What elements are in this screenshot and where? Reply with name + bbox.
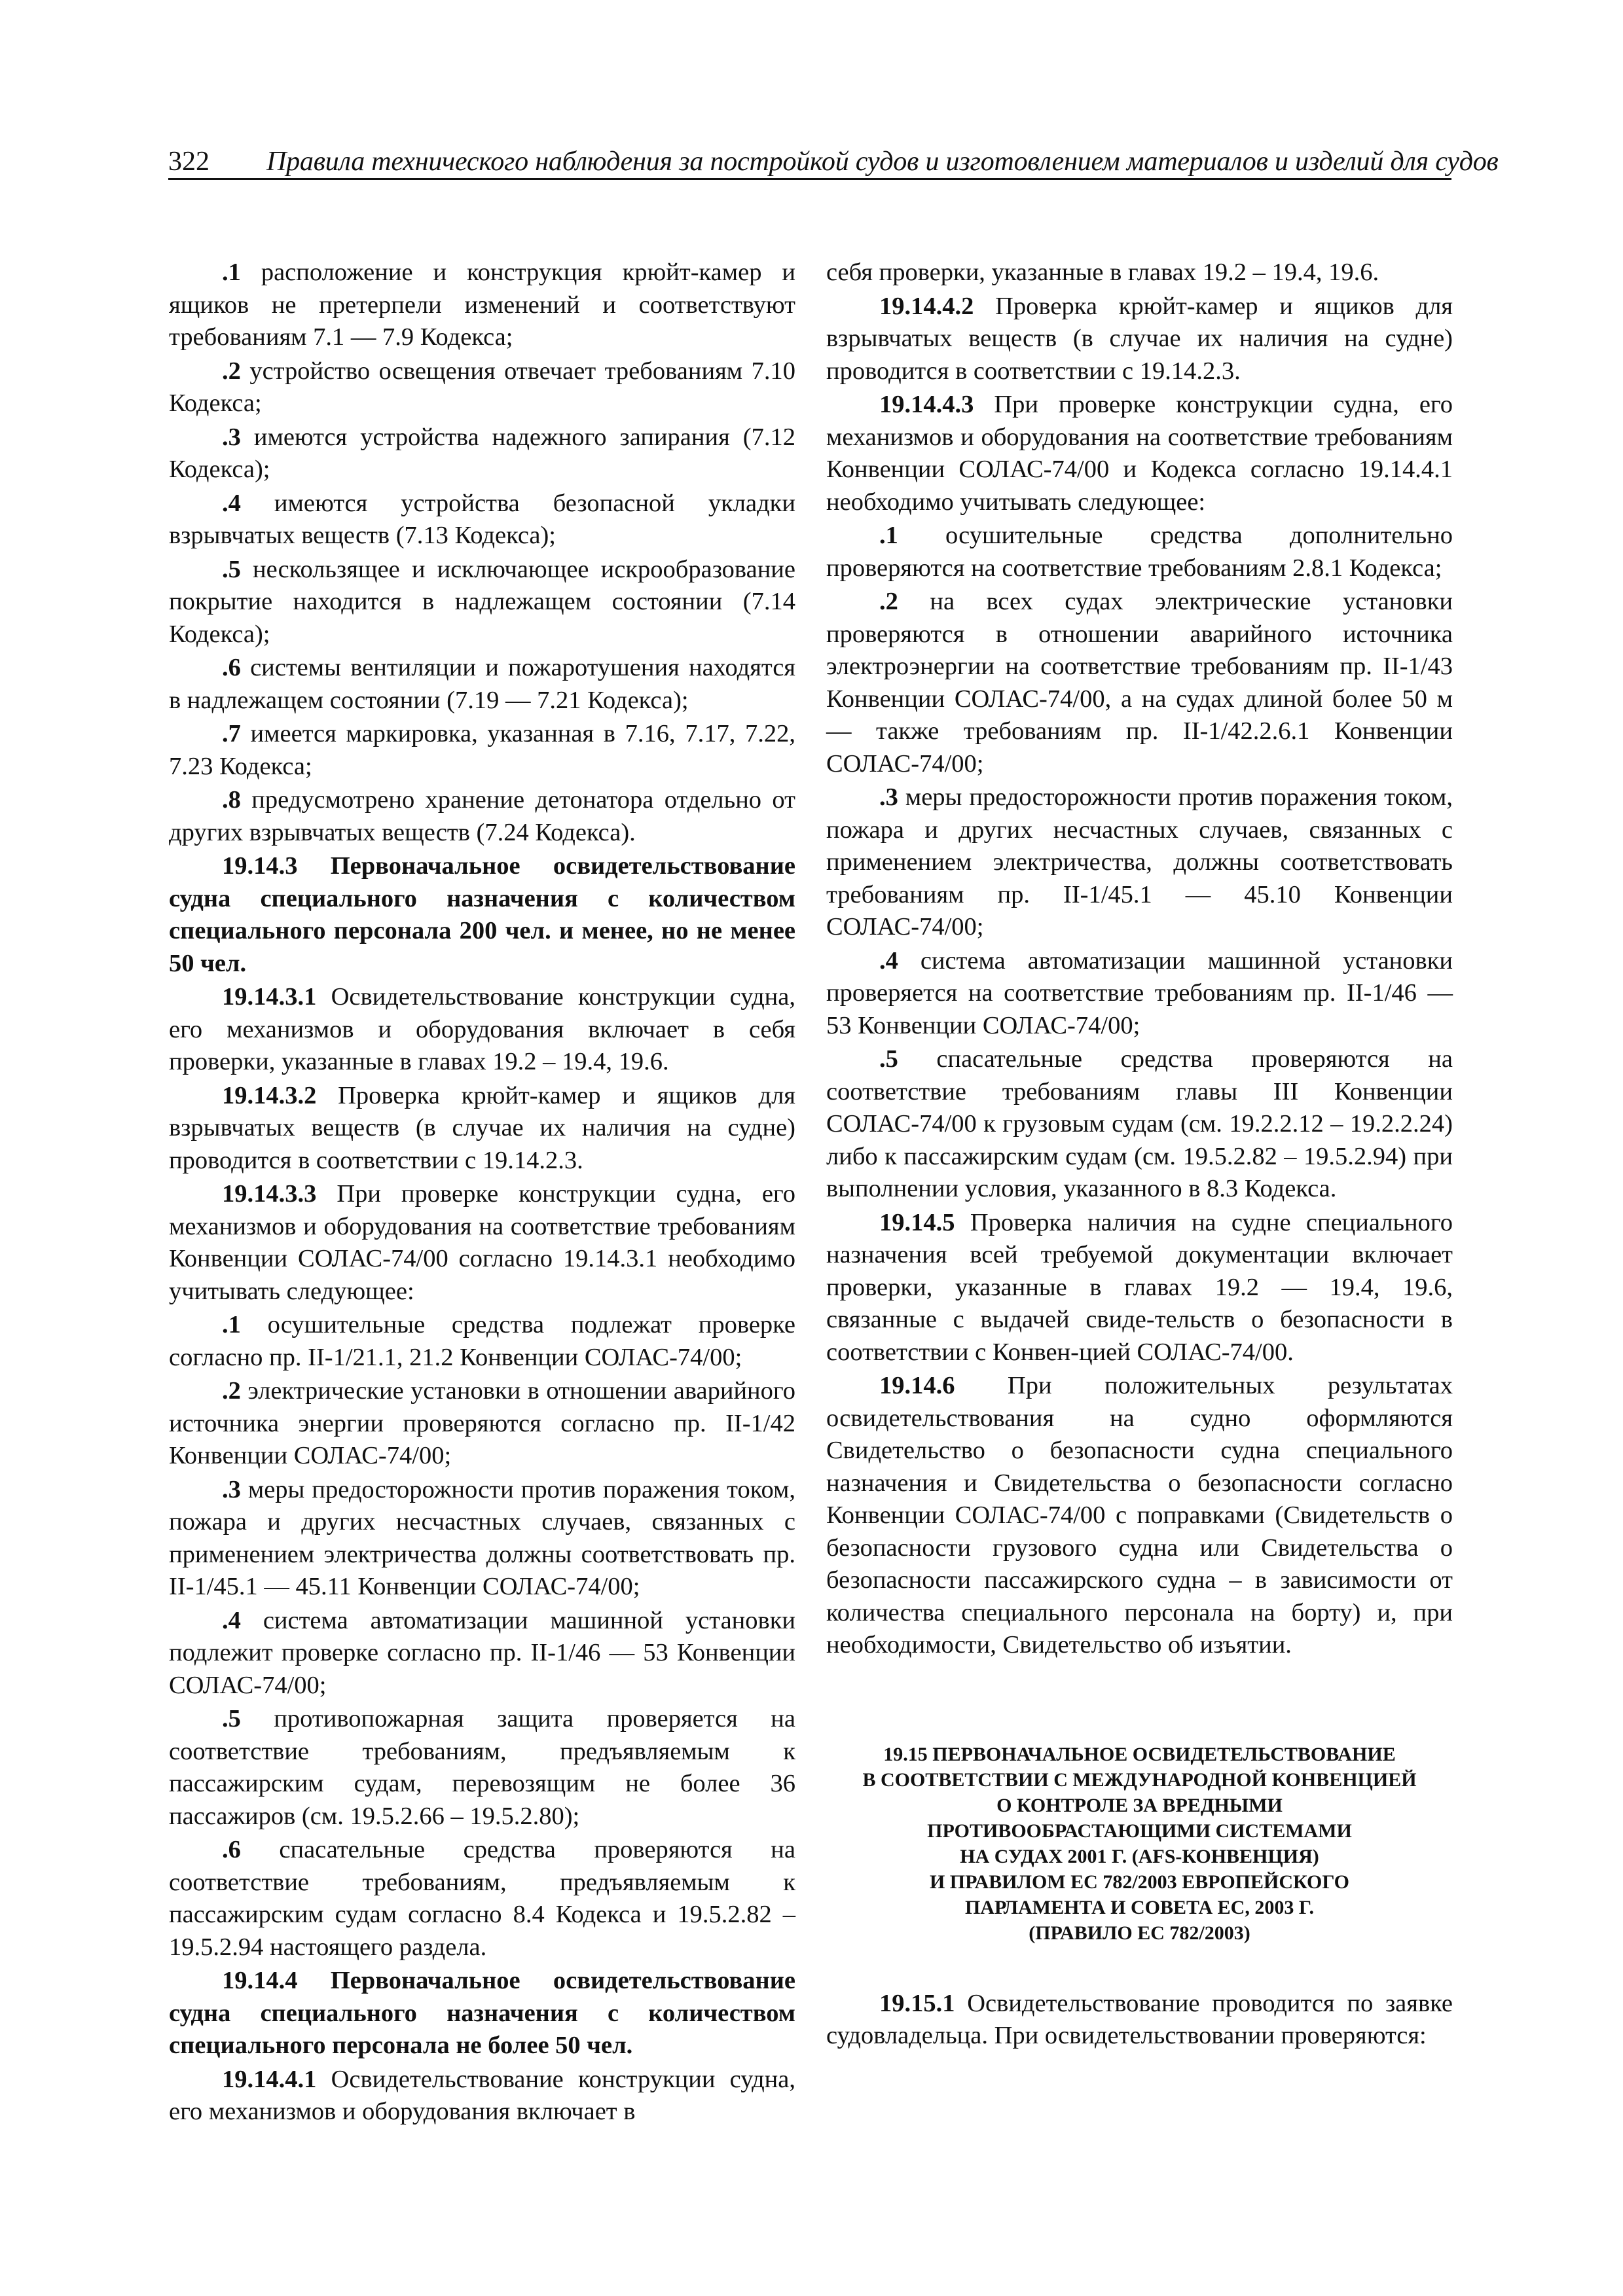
paragraph: .2 электрические установки в отношении аварийного источника энергии проверяются согласно пр. II-1/42 Конвенции СОЛАС-74/00; <box>169 1377 795 1469</box>
paragraph: .4 система автоматизации машинной установки подлежит проверке согласно пр. II-1/46 — 53 Конвенции СОЛАС-74/00; <box>169 1606 795 1699</box>
paragraph: .3 имеются устройства надежного запирания (7.12 Кодекса); <box>169 423 795 483</box>
paragraph: .7 имеется маркировка, указанная в 7.16, 7.17, 7.22, 7.23 Кодекса; <box>169 720 795 780</box>
page-number: 322 <box>168 147 210 177</box>
subsection-heading: 19.14.3 Первоначальное освидетельствование судна специального назначения с количеством специального персонала 200 чел. и менее, но не менее 50 чел. <box>169 852 795 977</box>
paragraph: .1 осушительные средства дополнительно проверяются на соответствие требованиям 2.8.1 Кодекса; <box>826 522 1453 582</box>
section-title: 19.15 ПЕРВОНАЧАЛЬНОЕ ОСВИДЕТЕЛЬСТВОВАНИЕ В СООТВЕТСТВИИ С МЕЖДУНАРОДНОЙ КОНВЕНЦИЕЙ О КОНТРОЛЕ ЗА ВРЕДНЫМИ ПРОТИВООБРАСТАЮЩИМИ СИСТЕМАМИ НА СУДАХ 2001 Г. (AFS-КОНВЕНЦИЯ) И ПРАВИЛОМ ЕС 782/2003 ЕВРОПЕЙСКОГО ПАРЛАМЕНТА И СОВЕТА ЕС, 2003 Г. (ПРАВИЛО ЕС 782/2003) <box>862 1743 1417 1944</box>
left-column <box>169 257 795 2130</box>
paragraph: .5 спасательные средства проверяются на соответствие требованиям главы III Конвенции СОЛАС-74/00 к грузовым судам (см. 19.2.2.12 – 19.2.2.24) либо к пассажирским судам (см. 19.5.2.82 – 19.5.2.94) при выполнении условия, указанного в 8.3 Кодекса. <box>826 1045 1453 1202</box>
paragraph: .6 системы вентиляции и пожаротушения находятся в надлежащем состоянии (7.19 — 7.21 Кодекса); <box>169 654 795 714</box>
paragraph: 19.14.3.2 Проверка крюйт-камер и ящиков для взрывчатых веществ (в случае их наличия на судне) проводится в соответствии с 19.14.2.3. <box>169 1081 795 1174</box>
paragraph: 19.14.6 При положительных результатах освидетельствования на судно оформляются Свидетельство о безопасности судна специального назначения и Свидетельства о безопасности согласно Конвенции СОЛАС-74/00 с поправками (Свидетельств о безопасности грузового судна или Свидетельства о безопасности пассажирского судна – в зависимости от количества специального персонала на борту) и, при необходимости, Свидетельство об изъятии. <box>826 1372 1453 1659</box>
paragraph: 19.14.3.3 При проверке конструкции судна, его механизмов и оборудования на соответствие требованиям Конвенции СОЛАС-74/00 согласно 19.14.3.1 необходимо учитывать следующее: <box>169 1180 795 1305</box>
paragraph: .5 противопожарная защита проверяется на соответствие требованиям, предъявляемым к пассажирским судам, перевозящим не более 36 пассажиров (см. 19.5.2.66 – 19.5.2.80); <box>169 1705 795 1830</box>
running-header <box>168 145 1499 180</box>
paragraph: .3 меры предосторожности против поражения током, пожара и других несчастных случаев, связанных с применением электричества должны соответствовать пр. II-1/45.1 — 45.11 Конвенции СОЛАС-74/00; <box>169 1475 795 1600</box>
paragraph: .1 осушительные средства подлежат проверке согласно пр. II-1/21.1, 21.2 Конвенции СОЛАС-74/00; <box>169 1311 795 1371</box>
paragraph: 19.15.1 Освидетельствование проводится по заявке судовладельца. При освидетельствовании проверяются: <box>826 1989 1453 2049</box>
paragraph: 19.14.4.2 Проверка крюйт-камер и ящиков для взрывчатых веществ (в случае их наличия на судне) проводится в соответствии с 19.14.2.3. <box>826 292 1453 385</box>
paragraph: 19.14.4.3 При проверке конструкции судна, его механизмов и оборудования на соответствие требованиям Конвенции СОЛАС-74/00 и Кодекса согласно 19.14.4.1 необходимо учитывать следующее: <box>826 391 1453 516</box>
paragraph: .3 меры предосторожности против поражения током, пожара и других несчастных случаев, связанных с применением электричества, должны соответствовать требованиям пр. II-1/45.1 — 45.10 Конвенции СОЛАС-74/00; <box>826 783 1453 941</box>
right-column <box>826 257 1453 2054</box>
paragraph: .5 нескользящее и исключающее искрообразование покрытие находится в надлежащем состоянии (7.14 Кодекса); <box>169 555 795 648</box>
paragraph: .8 предусмотрено хранение детонатора отдельно от других взрывчатых веществ (7.24 Кодекса). <box>169 786 795 846</box>
paragraph: .4 имеются устройства безопасной укладки взрывчатых веществ (7.13 Кодекса); <box>169 489 795 549</box>
paragraph: 19.14.3.1 Освидетельствование конструкции судна, его механизмов и оборудования включает в себя проверки, указанные в главах 19.2 – 19.4, 19.6. <box>169 983 795 1075</box>
running-title: Правила технического наблюдения за постройкой судов и изготовлением материалов и изделий для судов <box>266 147 1499 177</box>
paragraph: 19.14.5 Проверка наличия на судне специального назначения всей требуемой документации включает проверки, указанные в главах 19.2 — 19.4, 19.6, связанные с выдачей свиде-тельств о безопасности в соответствии с Конвен-цией СОЛАС-74/00. <box>826 1208 1453 1366</box>
paragraph: .2 на всех судах электрические установки проверяются в отношении аварийного источника электроэнергии на соответствие требованиям пр. II-1/43 Конвенции СОЛАС-74/00, а на судах длиной более 50 м — также требованиям пр. II-1/42.2.6.1 Конвенции СОЛАС-74/00; <box>826 588 1453 778</box>
subsection-heading: 19.14.4 Первоначальное освидетельствование судна специального назначения с количеством специального персонала не более 50 чел. <box>169 1967 795 2059</box>
paragraph: себя проверки, указанные в главах 19.2 – 19.4, 19.6. <box>826 259 1379 286</box>
paragraph: .4 система автоматизации машинной установки проверяется на соответствие требованиям пр. II-1/46 — 53 Конвенции СОЛАС-74/00; <box>826 946 1453 1039</box>
paragraph: .6 спасательные средства проверяются на соответствие требованиям, предъявляемым к пассажирским судам согласно 8.4 Кодекса и 19.5.2.82 – 19.5.2.94 настоящего раздела. <box>169 1836 795 1961</box>
paragraph: 19.14.4.1 Освидетельствование конструкции судна, его механизмов и оборудования включает в <box>169 2065 795 2125</box>
paragraph: .1 расположение и конструкция крюйт-камер и ящиков не претерпели изменений и соответствуют требованиям 7.1 — 7.9 Кодекса; <box>169 259 795 351</box>
paragraph: .2 устройство освещения отвечает требованиям 7.10 Кодекса; <box>169 357 795 417</box>
